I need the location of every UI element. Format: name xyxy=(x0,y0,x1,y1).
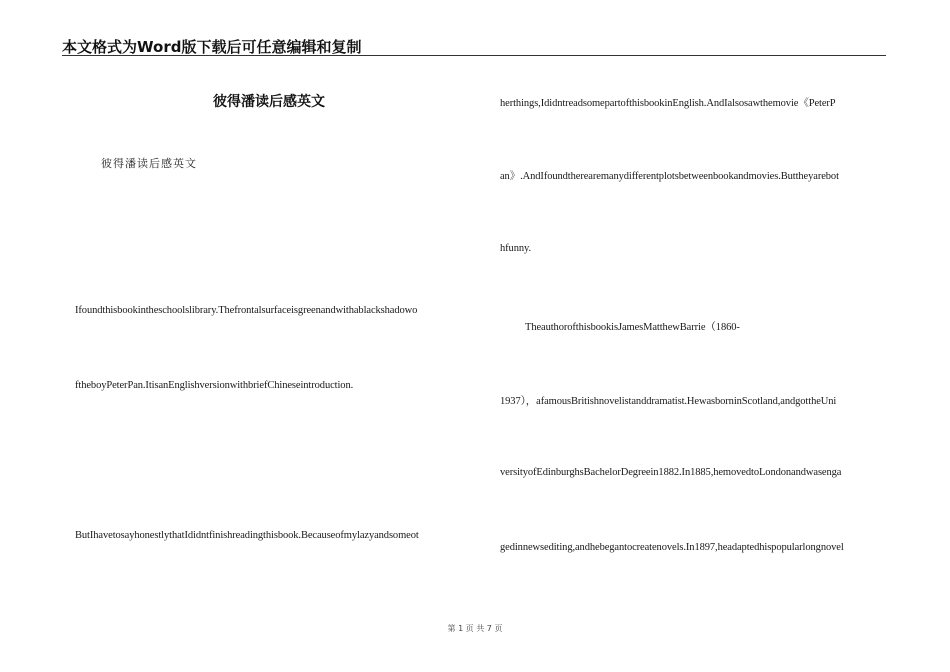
right-paragraph-line: gedinnewsediting,andhebegantocreatenovels.In1897,headaptedhispopularlongnovel xyxy=(500,542,844,553)
right-paragraph-line: herthings,IdidntreadsomepartofthisbookinEnglish.AndIalsosawthemovie《PeterP xyxy=(500,98,836,109)
right-paragraph-line: an》.AndIfoundtherearemanydifferentplotsbetweenbookandmovies.Buttheyarebot xyxy=(500,171,839,182)
document-title: 彼得潘读后感英文 xyxy=(213,94,325,110)
page-footer: 第 1 页 共 7 页 xyxy=(447,624,503,633)
right-paragraph-line: versityofEdinburghsBachelorDegreein1882.In1885,hemovedtoLondonandwasenga xyxy=(500,467,842,478)
header-rule xyxy=(62,55,886,56)
right-paragraph-line: TheauthorofthisbookisJamesMatthewBarrie（1860- xyxy=(525,322,740,333)
left-paragraph-line: Ifoundthisbookintheschoolslibrary.Thefrontalsurfaceisgreenandwithablackshadowo xyxy=(75,305,418,316)
right-paragraph-line: hfunny. xyxy=(500,243,531,254)
page-header: 本文格式为Word版下载后可任意编辑和复制 xyxy=(62,38,362,56)
document-subtitle: 彼得潘读后感英文 xyxy=(101,157,197,170)
left-paragraph-line: ftheboyPeterPan.ItisanEnglishversionwithbriefChineseintroduction. xyxy=(75,380,354,391)
right-paragraph-line: 1937），afamousBritishnovelistanddramatist.HewasborninScotland,andgottheUni xyxy=(500,396,837,407)
left-paragraph-line: ButIhavetosayhonestlythatIdidntfinishreadingthisbook.Becauseofmylazyandsomeot xyxy=(75,530,419,541)
